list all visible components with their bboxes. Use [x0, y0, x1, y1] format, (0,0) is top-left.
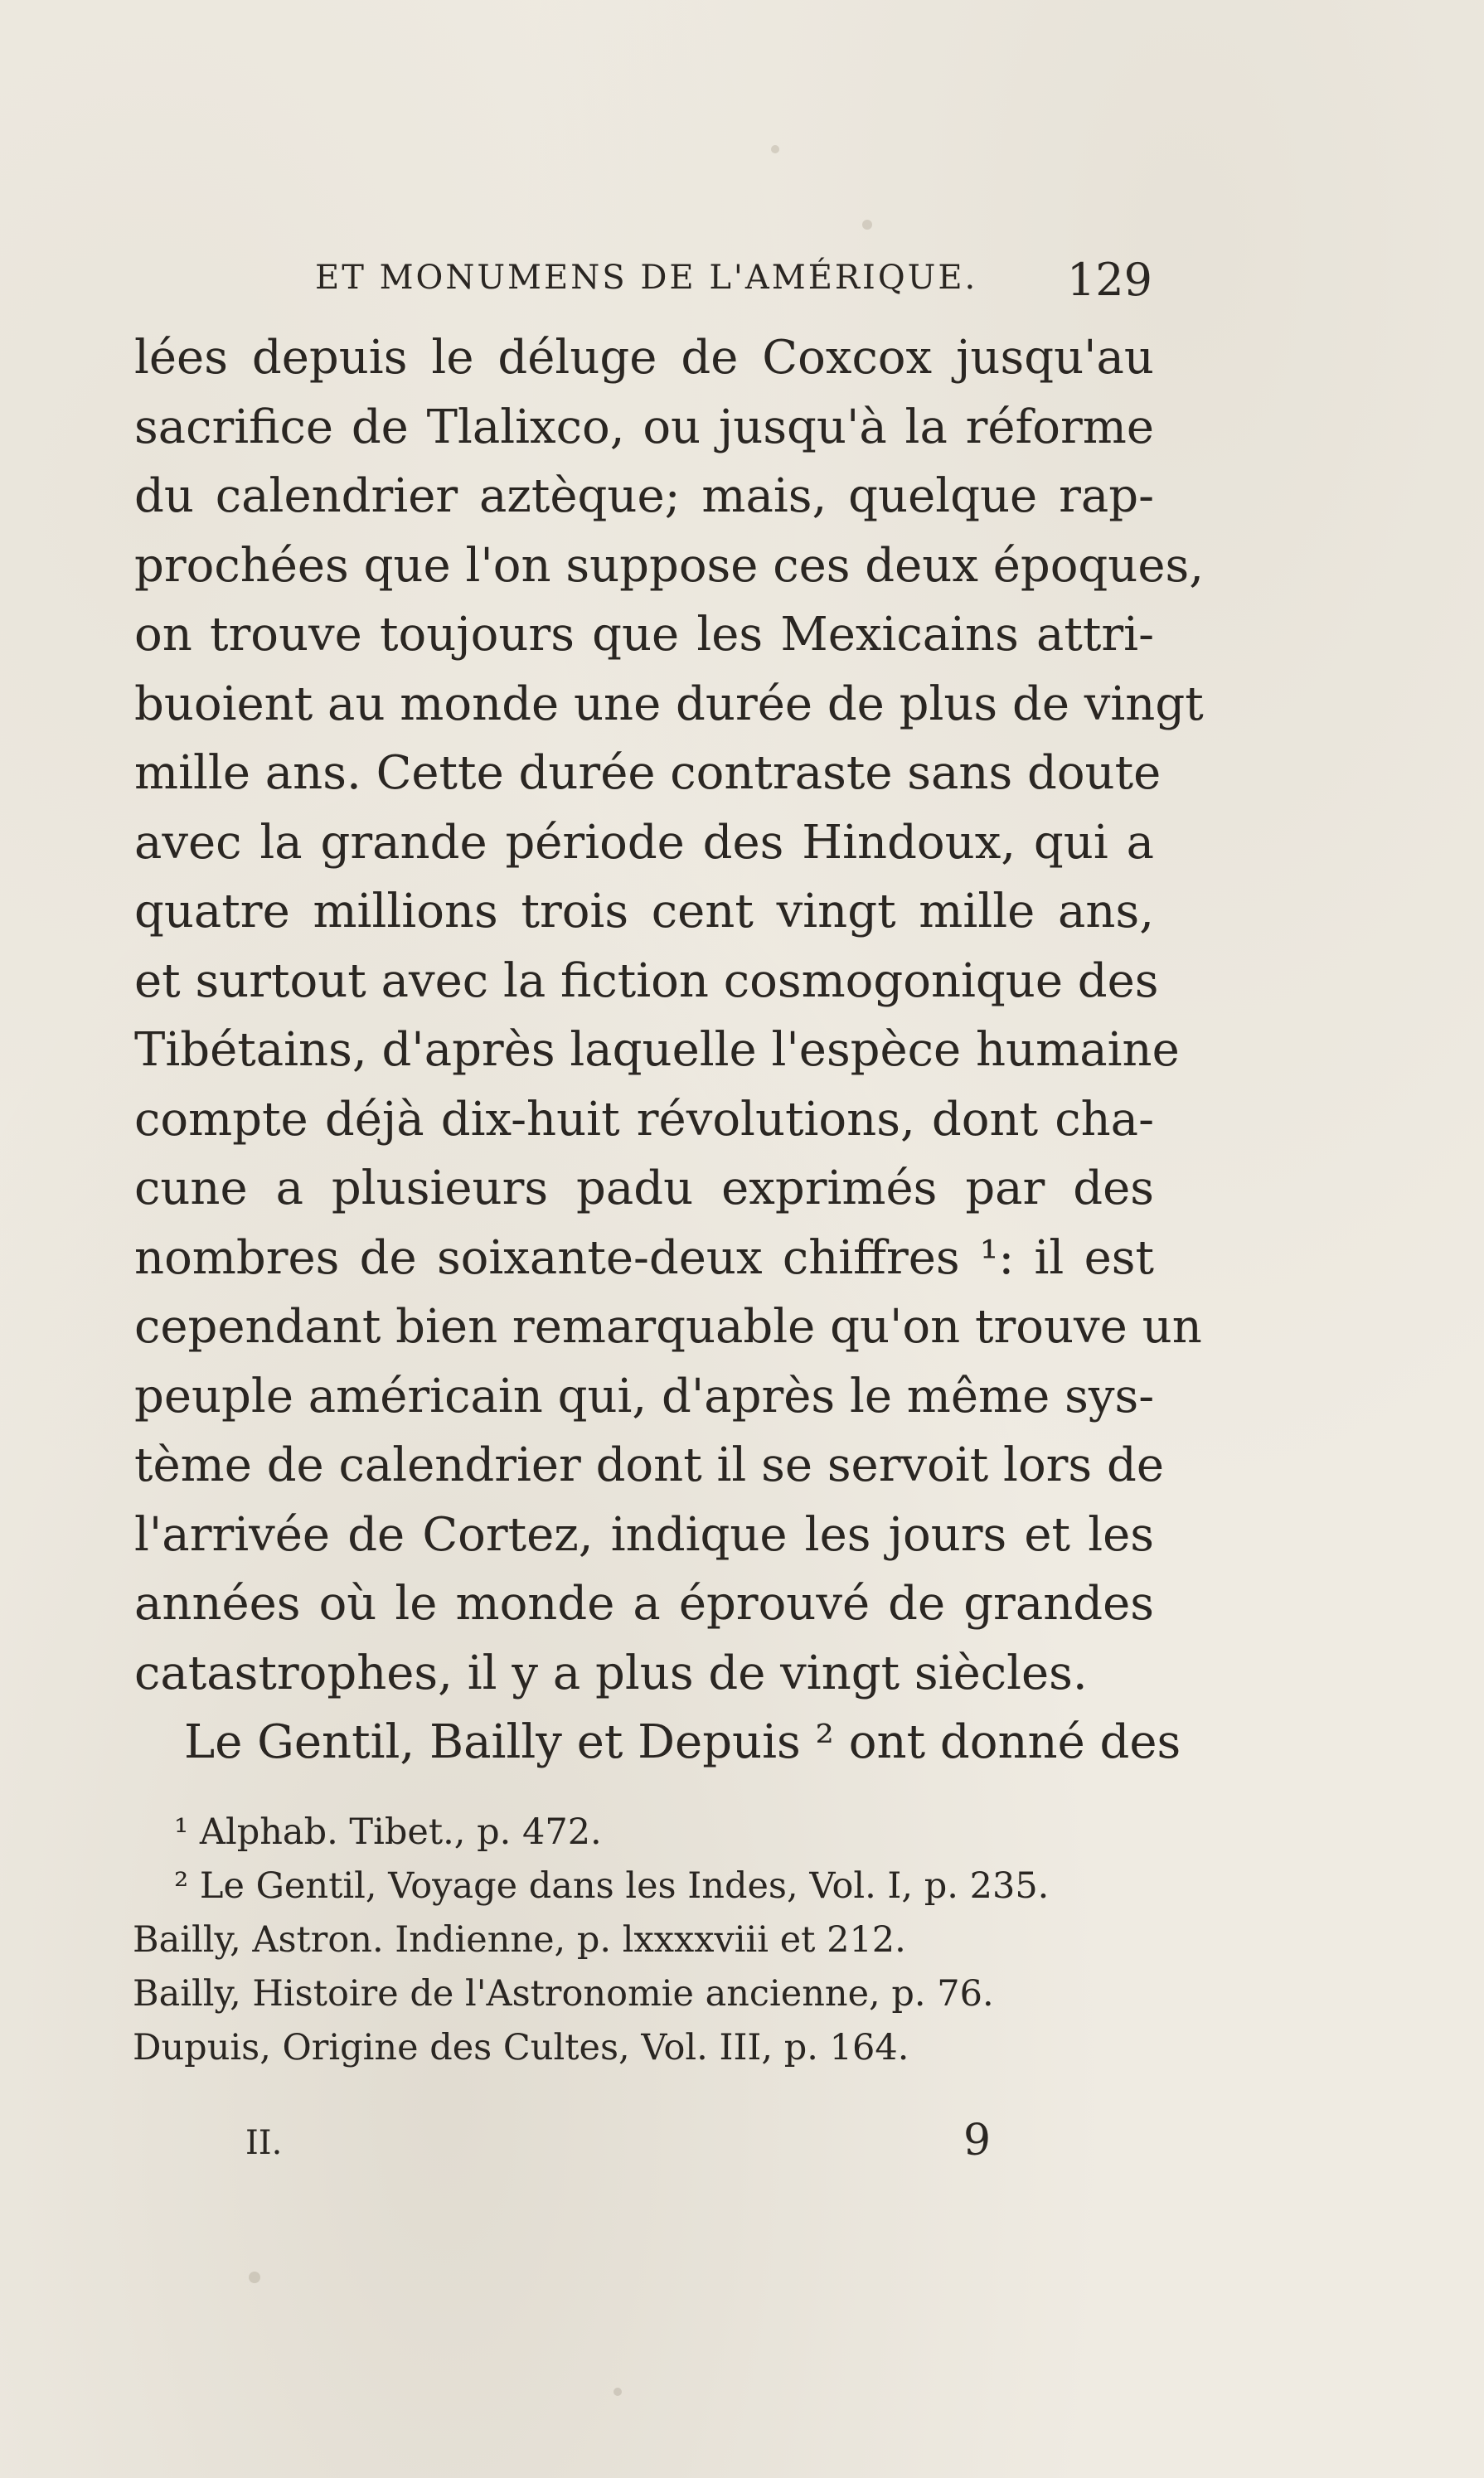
running-title: ET MONUMENS DE L'AMÉRIQUE.	[315, 259, 978, 297]
signature-volume: II.	[245, 2124, 283, 2162]
text-line: nombres de soixante-deux chiffres ¹: il est	[134, 1230, 1154, 1285]
foxing-spot	[862, 220, 872, 230]
footnote-line: ² Le Gentil, Voyage dans les Indes, Vol. I, p. 235.	[174, 1865, 1050, 1907]
text-line: Tibétains, d'après laquelle l'espèce humaine	[134, 1023, 1180, 1077]
text-line: l'arrivée de Cortez, indique les jours et les	[134, 1507, 1154, 1562]
text-line: mille ans. Cette durée contraste sans doute	[134, 746, 1161, 800]
text-line: sacrifice de Tlalixco, ou jusqu'à la réforme	[134, 400, 1154, 454]
text-line: cune a plusieurs padu exprimés par des	[134, 1161, 1154, 1215]
text-line: peuple américain qui, d'après le même sys-	[134, 1369, 1155, 1423]
text-line: lées depuis le déluge de Coxcox jusqu'au	[134, 331, 1154, 385]
text-line: Le Gentil, Bailly et Depuis ² ont donné des	[184, 1715, 1181, 1769]
text-line: avec la grande période des Hindoux, qui a	[134, 815, 1154, 870]
foxing-spot	[249, 2272, 260, 2283]
text-line: on trouve toujours que les Mexicains attri-	[134, 608, 1154, 662]
footnote-line: ¹ Alphab. Tibet., p. 472.	[174, 1811, 602, 1853]
text-line: prochées que l'on suppose ces deux époques,	[134, 538, 1204, 593]
foxing-spot	[771, 145, 779, 153]
page-number: 129	[1066, 254, 1152, 306]
footnotes	[133, 1806, 1161, 2075]
foxing-spot	[613, 2388, 622, 2396]
text-line: du calendrier aztèque; mais, quelque rap-	[134, 469, 1154, 523]
text-line: années où le monde a éprouvé de grandes	[134, 1577, 1154, 1631]
running-head	[315, 254, 1152, 308]
text-line: catastrophes, il y a plus de vingt siècles.	[134, 1646, 1088, 1700]
text-line: quatre millions trois cent vingt mille ans,	[134, 885, 1154, 938]
text-line: et surtout avec la fiction cosmogonique des	[134, 953, 1159, 1008]
footnote-line: Bailly, Astron. Indienne, p. lxxxxviii et 212.	[133, 1919, 906, 1961]
body-text	[134, 323, 1204, 1777]
footnote-line: Bailly, Histoire de l'Astronomie ancienne, p. 76.	[133, 1973, 994, 2015]
text-line: buoient au monde une durée de plus de vingt	[134, 676, 1204, 731]
text-line: cependant bien remarquable qu'on trouve un	[134, 1300, 1202, 1354]
text-line: compte déjà dix-huit révolutions, dont cha-	[134, 1092, 1154, 1147]
signature-sheet-number: 9	[963, 2116, 992, 2165]
footnote-line: Dupuis, Origine des Cultes, Vol. III, p. 164.	[133, 2027, 909, 2068]
text-line: tème de calendrier dont il se servoit lors de	[134, 1438, 1164, 1492]
